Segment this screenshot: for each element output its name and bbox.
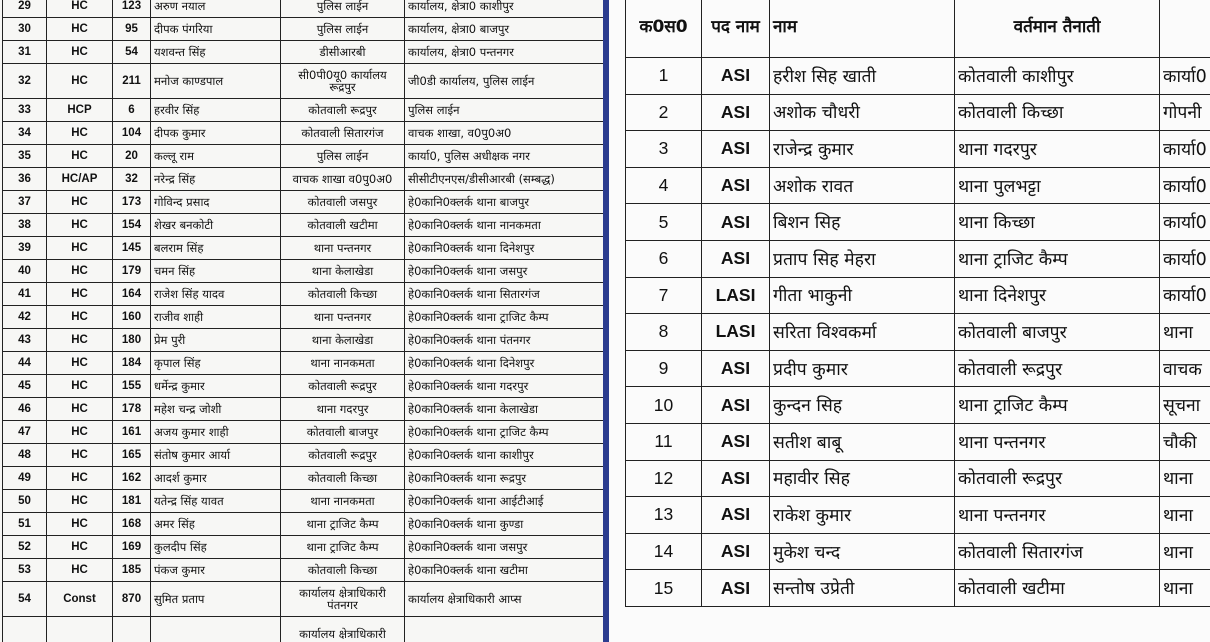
table-row [3, 306, 604, 329]
rank-cell: LASI [702, 277, 770, 314]
left-table-body [3, 0, 604, 642]
table-row [3, 64, 604, 99]
new-posting-cell: कार्या0 [1160, 58, 1210, 95]
new-posting-cell: सूचना [1160, 387, 1210, 424]
name-cell: सन्तोष उप्रेती [770, 570, 955, 607]
name-cell: हरवीर सिंह [151, 99, 281, 122]
serial-cell [3, 617, 47, 642]
serial-cell: 43 [3, 329, 47, 352]
header-name: नाम [770, 0, 955, 58]
right-transfer-table [625, 0, 1210, 607]
new-posting-cell: कार्यालय क्षेत्राधिकारी आप्स [405, 582, 604, 617]
new-posting-cell: जी0डी कार्यालय, पुलिस लाईन [405, 64, 604, 99]
number-cell: 162 [113, 467, 151, 490]
current-posting-cell: थाना केलाखेडा [281, 260, 405, 283]
number-cell: 185 [113, 559, 151, 582]
rank-cell: HC [47, 260, 113, 283]
table-row [626, 387, 1210, 424]
serial-cell: 44 [3, 352, 47, 375]
table-row [626, 94, 1210, 131]
table-row [626, 423, 1210, 460]
serial-cell: 32 [3, 64, 47, 99]
current-posting-cell: कोतवाली खटीमा [955, 570, 1160, 607]
name-cell: अजय कुमार शाही [151, 421, 281, 444]
header-current-posting: वर्तमान तैनाती [955, 0, 1160, 58]
serial-cell: 5 [626, 204, 702, 241]
name-cell: गोविन्द प्रसाद [151, 191, 281, 214]
rank-cell: HC [47, 237, 113, 260]
serial-cell: 15 [626, 570, 702, 607]
table-row [626, 350, 1210, 387]
name-cell: मनोज काण्डपाल [151, 64, 281, 99]
number-cell: 181 [113, 490, 151, 513]
serial-cell: 45 [3, 375, 47, 398]
new-posting-cell: थाना [1160, 533, 1210, 570]
rank-cell: HC [47, 145, 113, 168]
current-posting-cell: थाना केलाखेडा [281, 329, 405, 352]
new-posting-cell: कार्या0 [1160, 240, 1210, 277]
name-cell: महेश चन्द्र जोशी [151, 398, 281, 421]
rank-cell: HC/AP [47, 168, 113, 191]
serial-cell: 36 [3, 168, 47, 191]
new-posting-cell: हे0कानि0क्लर्क थाना खटीमा [405, 559, 604, 582]
table-row [3, 18, 604, 41]
name-cell: यशवन्त सिंह [151, 41, 281, 64]
current-posting-cell: थाना नानकमता [281, 490, 405, 513]
header-rank: पद नाम [702, 0, 770, 58]
current-posting-cell: थाना पुलभट्टा [955, 167, 1160, 204]
table-row [626, 570, 1210, 607]
right-document-page [609, 0, 1210, 642]
rank-cell: HC [47, 490, 113, 513]
new-posting-cell: कार्यालय, क्षेत्रा0 बाजपुर [405, 18, 604, 41]
name-cell: अशोक चौधरी [770, 94, 955, 131]
new-posting-cell: हे0कानि0क्लर्क थाना बाजपुर [405, 191, 604, 214]
serial-cell: 11 [626, 423, 702, 460]
name-cell: मुकेश चन्द [770, 533, 955, 570]
rank-cell: HC [47, 214, 113, 237]
name-cell: यतेन्द्र सिंह यावत [151, 490, 281, 513]
serial-cell: 47 [3, 421, 47, 444]
rank-cell: ASI [702, 533, 770, 570]
name-cell: अरुण नयाल [151, 0, 281, 18]
name-cell: पंकज कुमार [151, 559, 281, 582]
number-cell: 211 [113, 64, 151, 99]
table-row [3, 283, 604, 306]
left-transfer-table [2, 0, 603, 642]
table-row [3, 214, 604, 237]
serial-cell: 46 [3, 398, 47, 421]
new-posting-cell: सीसीटीएनएस/डीसीआरबी (सम्बद्ध) [405, 168, 604, 191]
new-posting-cell: हे0कानि0क्लर्क थाना ट्राजिट कैम्प [405, 421, 604, 444]
number-cell [113, 617, 151, 642]
current-posting-cell: थाना पन्तनगर [281, 237, 405, 260]
rank-cell: HC [47, 329, 113, 352]
rank-cell: HC [47, 0, 113, 18]
new-posting-cell: हे0कानि0क्लर्क थाना केलाखेडा [405, 398, 604, 421]
serial-cell: 53 [3, 559, 47, 582]
table-row [626, 131, 1210, 168]
number-cell: 32 [113, 168, 151, 191]
table-row [3, 467, 604, 490]
rank-cell: HC [47, 306, 113, 329]
serial-cell: 31 [3, 41, 47, 64]
number-cell: 104 [113, 122, 151, 145]
name-cell: धर्मेन्द्र कुमार [151, 375, 281, 398]
serial-cell: 39 [3, 237, 47, 260]
new-posting-cell: हे0कानि0क्लर्क थाना दिनेशपुर [405, 237, 604, 260]
number-cell: 155 [113, 375, 151, 398]
table-row [626, 533, 1210, 570]
name-cell: राजेन्द्र कुमार [770, 131, 955, 168]
current-posting-cell: कोतवाली रूद्रपुर [281, 444, 405, 467]
name-cell: बलराम सिंह [151, 237, 281, 260]
current-posting-cell: थाना पन्तनगर [955, 497, 1160, 534]
current-posting-cell: थाना गदरपुर [955, 131, 1160, 168]
name-cell: सुमित प्रताप [151, 582, 281, 617]
name-cell: बिशन सिह [770, 204, 955, 241]
current-posting-cell: कोतवाली बाजपुर [955, 314, 1160, 351]
current-posting-cell: कोतवाली रूद्रपुर [281, 375, 405, 398]
rank-cell: HC [47, 283, 113, 306]
new-posting-cell: कार्या0 [1160, 204, 1210, 241]
table-row [626, 204, 1210, 241]
current-posting-cell: थाना ट्राजिट कैम्प [281, 536, 405, 559]
name-cell: शेखर बनकोटी [151, 214, 281, 237]
serial-cell: 51 [3, 513, 47, 536]
table-row [3, 559, 604, 582]
table-row [3, 375, 604, 398]
rank-cell: HC [47, 375, 113, 398]
new-posting-cell: हे0कानि0क्लर्क थाना सितारगंज [405, 283, 604, 306]
current-posting-cell: कार्यालय क्षेत्राधिकारी पंतनगर [281, 582, 405, 617]
name-cell: चमन सिंह [151, 260, 281, 283]
current-posting-cell: थाना दिनेशपुर [955, 277, 1160, 314]
new-posting-cell: हे0कानि0क्लर्क थाना ट्राजिट कैम्प [405, 306, 604, 329]
right-table-body [626, 58, 1210, 607]
rank-cell: HC [47, 398, 113, 421]
current-posting-cell: थाना पन्तनगर [281, 306, 405, 329]
serial-cell: 14 [626, 533, 702, 570]
number-cell: 168 [113, 513, 151, 536]
rank-cell: HC [47, 467, 113, 490]
number-cell: 54 [113, 41, 151, 64]
table-row [3, 536, 604, 559]
name-cell: कुलदीप सिंह [151, 536, 281, 559]
new-posting-cell: हे0कानि0क्लर्क थाना नानकमता [405, 214, 604, 237]
serial-cell: 30 [3, 18, 47, 41]
table-row [3, 260, 604, 283]
table-row [3, 490, 604, 513]
table-row [626, 314, 1210, 351]
new-posting-cell: कार्यालय, क्षेत्रा0 पन्तनगर [405, 41, 604, 64]
current-posting-cell: कोतवाली रूद्रपुर [955, 350, 1160, 387]
new-posting-cell: वाचक शाखा, व0पु0अ0 [405, 122, 604, 145]
number-cell: 161 [113, 421, 151, 444]
name-cell: आदर्श कुमार [151, 467, 281, 490]
number-cell: 165 [113, 444, 151, 467]
serial-cell: 4 [626, 167, 702, 204]
rank-cell: ASI [702, 570, 770, 607]
name-cell: प्रदीप कुमार [770, 350, 955, 387]
new-posting-cell: हे0कानि0क्लर्क थाना दिनेशपुर [405, 352, 604, 375]
name-cell: महावीर सिह [770, 460, 955, 497]
current-posting-cell: थाना ट्राजिट कैम्प [955, 240, 1160, 277]
rank-cell: ASI [702, 58, 770, 95]
serial-cell: 54 [3, 582, 47, 617]
current-posting-cell: कोतवाली रूद्रपुर [955, 460, 1160, 497]
current-posting-cell: थाना गदरपुर [281, 398, 405, 421]
name-cell: कृपाल सिंह [151, 352, 281, 375]
number-cell: 95 [113, 18, 151, 41]
number-cell: 6 [113, 99, 151, 122]
current-posting-cell: थाना किच्छा [955, 204, 1160, 241]
rank-cell: HCP [47, 99, 113, 122]
current-posting-cell: कोतवाली किच्छा [281, 559, 405, 582]
rank-cell: ASI [702, 204, 770, 241]
current-posting-cell: थाना नानकमता [281, 352, 405, 375]
rank-cell: HC [47, 41, 113, 64]
new-posting-cell: थाना [1160, 314, 1210, 351]
rank-cell: ASI [702, 94, 770, 131]
rank-cell: HC [47, 421, 113, 444]
name-cell: सतीश बाबू [770, 423, 955, 460]
number-cell: 160 [113, 306, 151, 329]
serial-cell: 2 [626, 94, 702, 131]
name-cell: राजीव शाही [151, 306, 281, 329]
serial-cell: 42 [3, 306, 47, 329]
name-cell: प्रताप सिह मेहरा [770, 240, 955, 277]
number-cell: 179 [113, 260, 151, 283]
serial-cell: 29 [3, 0, 47, 18]
new-posting-cell: हे0कानि0क्लर्क थाना जसपुर [405, 536, 604, 559]
table-row [3, 398, 604, 421]
rank-cell: HC [47, 122, 113, 145]
table-row [3, 444, 604, 467]
serial-cell: 38 [3, 214, 47, 237]
new-posting-cell: हे0कानि0क्लर्क थाना आईटीआई [405, 490, 604, 513]
rank-cell: HC [47, 559, 113, 582]
new-posting-cell: वाचक [1160, 350, 1210, 387]
table-row [3, 617, 604, 642]
rank-cell: ASI [702, 423, 770, 460]
serial-cell: 7 [626, 277, 702, 314]
name-cell: कुन्दन सिह [770, 387, 955, 424]
name-cell: सरिता विश्वकर्मा [770, 314, 955, 351]
table-row [3, 41, 604, 64]
table-row [3, 237, 604, 260]
new-posting-cell: कार्या0, पुलिस अधीक्षक नगर [405, 145, 604, 168]
current-posting-cell: थाना ट्राजिट कैम्प [281, 513, 405, 536]
name-cell: दीपक पंगरिया [151, 18, 281, 41]
serial-cell: 8 [626, 314, 702, 351]
rank-cell: ASI [702, 497, 770, 534]
current-posting-cell: सी0पी0यू0 कार्यालय रूद्रपुर [281, 64, 405, 99]
current-posting-cell: डीसीआरबी [281, 41, 405, 64]
serial-cell: 52 [3, 536, 47, 559]
table-row [626, 277, 1210, 314]
rank-cell: LASI [702, 314, 770, 351]
serial-cell: 1 [626, 58, 702, 95]
number-cell: 173 [113, 191, 151, 214]
serial-cell: 35 [3, 145, 47, 168]
header-row [626, 0, 1210, 58]
number-cell: 178 [113, 398, 151, 421]
table-row [626, 497, 1210, 534]
current-posting-cell: कोतवाली किच्छा [281, 283, 405, 306]
name-cell: गीता भाकुनी [770, 277, 955, 314]
serial-cell: 10 [626, 387, 702, 424]
current-posting-cell: कोतवाली रूद्रपुर [281, 99, 405, 122]
number-cell: 123 [113, 0, 151, 18]
current-posting-cell: थाना ट्राजिट कैम्प [955, 387, 1160, 424]
new-posting-cell: हे0कानि0क्लर्क थाना जसपुर [405, 260, 604, 283]
rank-cell: HC [47, 64, 113, 99]
serial-cell: 6 [626, 240, 702, 277]
serial-cell: 37 [3, 191, 47, 214]
new-posting-cell: हे0कानि0क्लर्क थाना रूद्रपुर [405, 467, 604, 490]
rank-cell: ASI [702, 240, 770, 277]
serial-cell: 9 [626, 350, 702, 387]
current-posting-cell: कोतवाली किच्छा [281, 467, 405, 490]
name-cell [151, 617, 281, 642]
number-cell: 154 [113, 214, 151, 237]
table-row [3, 99, 604, 122]
serial-cell: 41 [3, 283, 47, 306]
name-cell: अशोक रावत [770, 167, 955, 204]
current-posting-cell: कोतवाली खटीमा [281, 214, 405, 237]
rank-cell: HC [47, 18, 113, 41]
serial-cell: 13 [626, 497, 702, 534]
rank-cell: HC [47, 536, 113, 559]
current-posting-cell: कोतवाली बाजपुर [281, 421, 405, 444]
table-row [626, 167, 1210, 204]
table-row [3, 582, 604, 617]
table-row [3, 329, 604, 352]
name-cell: दीपक कुमार [151, 122, 281, 145]
number-cell: 164 [113, 283, 151, 306]
header-new-posting [1160, 0, 1210, 58]
number-cell: 145 [113, 237, 151, 260]
name-cell: कल्लू राम [151, 145, 281, 168]
current-posting-cell: कोतवाली सितारगंज [955, 533, 1160, 570]
current-posting-cell: पुलिस लाईन [281, 18, 405, 41]
table-row [3, 513, 604, 536]
new-posting-cell: पुलिस लाईन [405, 99, 604, 122]
table-row [3, 352, 604, 375]
name-cell: राजेश सिंह यादव [151, 283, 281, 306]
rank-cell: HC [47, 191, 113, 214]
serial-cell: 33 [3, 99, 47, 122]
rank-cell [47, 617, 113, 642]
rank-cell: Const [47, 582, 113, 617]
new-posting-cell: हे0कानि0क्लर्क थाना गदरपुर [405, 375, 604, 398]
current-posting-cell: कोतवाली जसपुर [281, 191, 405, 214]
new-posting-cell: कार्या0 [1160, 277, 1210, 314]
new-posting-cell: हे0कानि0क्लर्क थाना काशीपुर [405, 444, 604, 467]
serial-cell: 34 [3, 122, 47, 145]
table-row [3, 421, 604, 444]
number-cell: 184 [113, 352, 151, 375]
serial-cell: 3 [626, 131, 702, 168]
left-document-page [0, 0, 603, 642]
name-cell: संतोष कुमार आर्या [151, 444, 281, 467]
table-row [626, 460, 1210, 497]
rank-cell: ASI [702, 387, 770, 424]
table-row [3, 168, 604, 191]
new-posting-cell: हे0कानि0क्लर्क थाना कुण्डा [405, 513, 604, 536]
rank-cell: HC [47, 352, 113, 375]
rank-cell: ASI [702, 131, 770, 168]
current-posting-cell: थाना पन्तनगर [955, 423, 1160, 460]
new-posting-cell: चौकी [1160, 423, 1210, 460]
rank-cell: HC [47, 513, 113, 536]
number-cell: 169 [113, 536, 151, 559]
name-cell: हरीश सिह खाती [770, 58, 955, 95]
new-posting-cell: थाना [1160, 497, 1210, 534]
current-posting-cell: कार्यालय क्षेत्राधिकारी [281, 617, 405, 642]
table-row [3, 122, 604, 145]
rank-cell: ASI [702, 167, 770, 204]
new-posting-cell [405, 617, 604, 642]
table-row [626, 58, 1210, 95]
new-posting-cell: थाना [1160, 460, 1210, 497]
table-row [3, 0, 604, 18]
current-posting-cell: कोतवाली काशीपुर [955, 58, 1160, 95]
name-cell: राकेश कुमार [770, 497, 955, 534]
current-posting-cell: कोतवाली किच्छा [955, 94, 1160, 131]
table-row [626, 240, 1210, 277]
new-posting-cell: गोपनी [1160, 94, 1210, 131]
current-posting-cell: वाचक शाखा व0पु0अ0 [281, 168, 405, 191]
new-posting-cell: कार्या0 [1160, 131, 1210, 168]
rank-cell: HC [47, 444, 113, 467]
new-posting-cell: हे0कानि0क्लर्क थाना पंतनगर [405, 329, 604, 352]
table-row [3, 191, 604, 214]
serial-cell: 12 [626, 460, 702, 497]
name-cell: नरेन्द्र सिंह [151, 168, 281, 191]
rank-cell: ASI [702, 460, 770, 497]
serial-cell: 49 [3, 467, 47, 490]
new-posting-cell: थाना [1160, 570, 1210, 607]
number-cell: 180 [113, 329, 151, 352]
current-posting-cell: पुलिस लाईन [281, 0, 405, 18]
name-cell: अमर सिंह [151, 513, 281, 536]
number-cell: 20 [113, 145, 151, 168]
number-cell: 870 [113, 582, 151, 617]
new-posting-cell: कार्यालय, क्षेत्रा0 काशीपुर [405, 0, 604, 18]
table-row [3, 145, 604, 168]
current-posting-cell: पुलिस लाईन [281, 145, 405, 168]
new-posting-cell: कार्या0 [1160, 167, 1210, 204]
header-serial: क0स0 [626, 0, 702, 58]
name-cell: प्रेम पुरी [151, 329, 281, 352]
rank-cell: ASI [702, 350, 770, 387]
current-posting-cell: कोतवाली सितारगंज [281, 122, 405, 145]
serial-cell: 40 [3, 260, 47, 283]
serial-cell: 48 [3, 444, 47, 467]
serial-cell: 50 [3, 490, 47, 513]
